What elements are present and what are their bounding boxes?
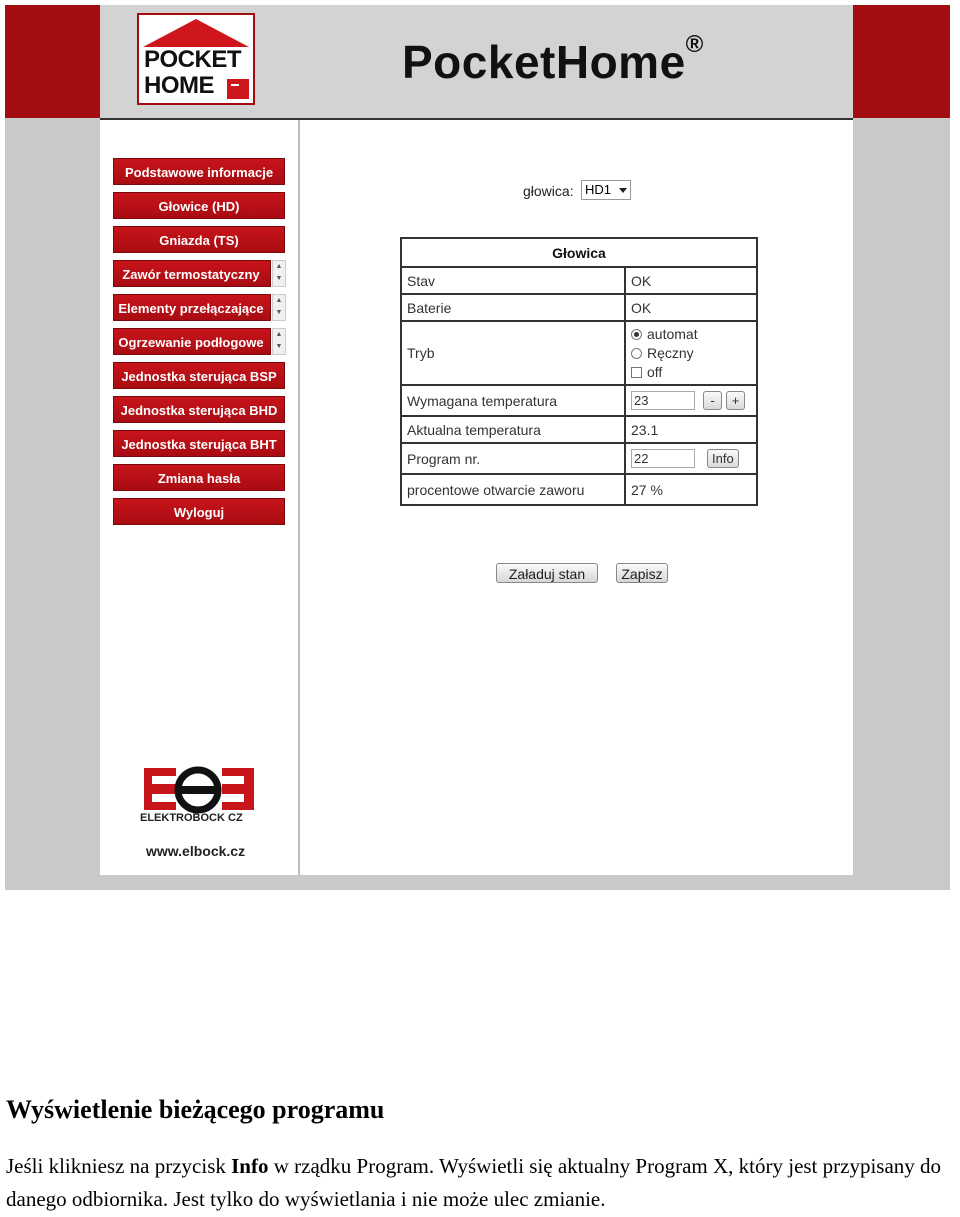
tryb-option-label: automat bbox=[647, 326, 698, 342]
temperature-minus-button[interactable]: - bbox=[703, 391, 722, 410]
aktualna-temperatura-label: Aktualna temperatura bbox=[401, 416, 625, 443]
logo-roof-icon bbox=[143, 19, 249, 47]
paragraph-text: w rządku Program. Wyświetli się aktualny Program X, który jest przypisany do danego odbiornika. Jest tylko do wyświetlania i nie może ulec zmianie. bbox=[6, 1154, 942, 1211]
document-paragraph bbox=[6, 1150, 958, 1216]
logo-word-pocket: POCKET bbox=[144, 46, 242, 73]
otwarcie-zaworu-label: procentowe otwarcie zaworu bbox=[401, 474, 625, 505]
tryb-label: Tryb bbox=[401, 321, 625, 385]
menu-item-podstawowe-informacje[interactable]: Podstawowe informacje bbox=[113, 158, 285, 185]
logo-word-home: HOME bbox=[144, 72, 214, 99]
checkbox-off[interactable] bbox=[631, 367, 642, 378]
table-row bbox=[401, 321, 757, 385]
menu-item-jednostka-bht[interactable]: Jednostka sterująca BHT bbox=[113, 430, 285, 457]
header-red-band-right bbox=[853, 5, 950, 118]
logo-minus-icon bbox=[227, 79, 249, 99]
tryb-option-reczny[interactable] bbox=[631, 344, 751, 363]
registered-mark: ® bbox=[685, 31, 704, 58]
wymagana-temperatura-cell bbox=[625, 385, 757, 416]
radio-reczny[interactable] bbox=[631, 348, 642, 359]
elbock-url-link[interactable]: www.elbock.cz bbox=[146, 843, 246, 859]
wymagana-temperatura-label: Wymagana temperatura bbox=[401, 385, 625, 416]
menu-item-jednostka-bsp[interactable]: Jednostka sterująca BSP bbox=[113, 362, 285, 389]
paragraph-text: Jeśli klikniesz na przycisk bbox=[6, 1154, 232, 1178]
glowica-select[interactable] bbox=[581, 180, 631, 200]
stav-value: OK bbox=[625, 267, 757, 294]
glowica-selector-label: głowica: bbox=[523, 183, 574, 199]
menu-item-gniazda[interactable]: Gniazda (TS) bbox=[113, 226, 285, 253]
otwarcie-zaworu-value: 27 % bbox=[625, 474, 757, 505]
sidebar bbox=[100, 120, 300, 875]
aktualna-temperatura-value: 23.1 bbox=[625, 416, 757, 443]
load-state-button[interactable]: Załaduj stan bbox=[496, 563, 598, 583]
header bbox=[100, 5, 853, 120]
tryb-option-off[interactable] bbox=[631, 363, 751, 382]
tryb-options bbox=[625, 321, 757, 385]
save-button[interactable]: Zapisz bbox=[616, 563, 668, 583]
tryb-option-label: Ręczny bbox=[647, 345, 694, 361]
pockethome-logo[interactable] bbox=[137, 13, 255, 105]
baterie-value: OK bbox=[625, 294, 757, 321]
menu-item-zawor-termostatyczny[interactable]: Zawór termostatyczny bbox=[113, 260, 271, 287]
elektrobock-name: ELEKTROBOCK CZ bbox=[140, 812, 243, 824]
document-heading: Wyświetlenie bieżącego programu bbox=[6, 1095, 385, 1124]
brand-title bbox=[402, 31, 704, 89]
wymagana-temperatura-input[interactable]: 23 bbox=[631, 391, 695, 410]
menu-item-jednostka-bhd[interactable]: Jednostka sterująca BHD bbox=[113, 396, 285, 423]
table-row bbox=[401, 267, 757, 294]
menu-item-ogrzewanie-podlogowe[interactable]: Ogrzewanie podłogowe bbox=[113, 328, 271, 355]
menu-item-glowice[interactable]: Głowice (HD) bbox=[113, 192, 285, 219]
menu-item-zmiana-hasla[interactable]: Zmiana hasła bbox=[113, 464, 285, 491]
paragraph-bold-info: Info bbox=[231, 1154, 269, 1178]
brand-name: PocketHome bbox=[402, 36, 686, 88]
tryb-option-label: off bbox=[647, 364, 663, 380]
tryb-option-automat[interactable] bbox=[631, 325, 751, 344]
baterie-label: Baterie bbox=[401, 294, 625, 321]
info-button[interactable]: Info bbox=[707, 449, 739, 468]
stav-label: Stav bbox=[401, 267, 625, 294]
menu-scroller-zawor[interactable]: ▲ ▼ bbox=[272, 260, 286, 287]
program-nr-label: Program nr. bbox=[401, 443, 625, 474]
table-row bbox=[401, 385, 757, 416]
table-row bbox=[401, 294, 757, 321]
table-row bbox=[401, 474, 757, 505]
main-panel bbox=[300, 120, 853, 875]
temperature-plus-button[interactable]: + bbox=[726, 391, 745, 410]
table-title: Głowica bbox=[401, 238, 757, 267]
radio-automat[interactable] bbox=[631, 329, 642, 340]
chevron-down-icon bbox=[619, 188, 627, 193]
glowica-table bbox=[400, 237, 758, 506]
glowica-select-value: HD1 bbox=[585, 182, 612, 197]
menu-scroller-elementy[interactable]: ▲ ▼ bbox=[272, 294, 286, 321]
menu-item-wyloguj[interactable]: Wyloguj bbox=[113, 498, 285, 525]
program-nr-input[interactable]: 22 bbox=[631, 449, 695, 468]
menu-scroller-ogrzewanie[interactable]: ▲ ▼ bbox=[272, 328, 286, 355]
table-row bbox=[401, 416, 757, 443]
app-window bbox=[5, 5, 950, 890]
program-nr-cell bbox=[625, 443, 757, 474]
table-row bbox=[401, 443, 757, 474]
menu-item-elementy-przelaczajace[interactable]: Elementy przełączające bbox=[113, 294, 271, 321]
header-red-band-left bbox=[5, 5, 100, 118]
